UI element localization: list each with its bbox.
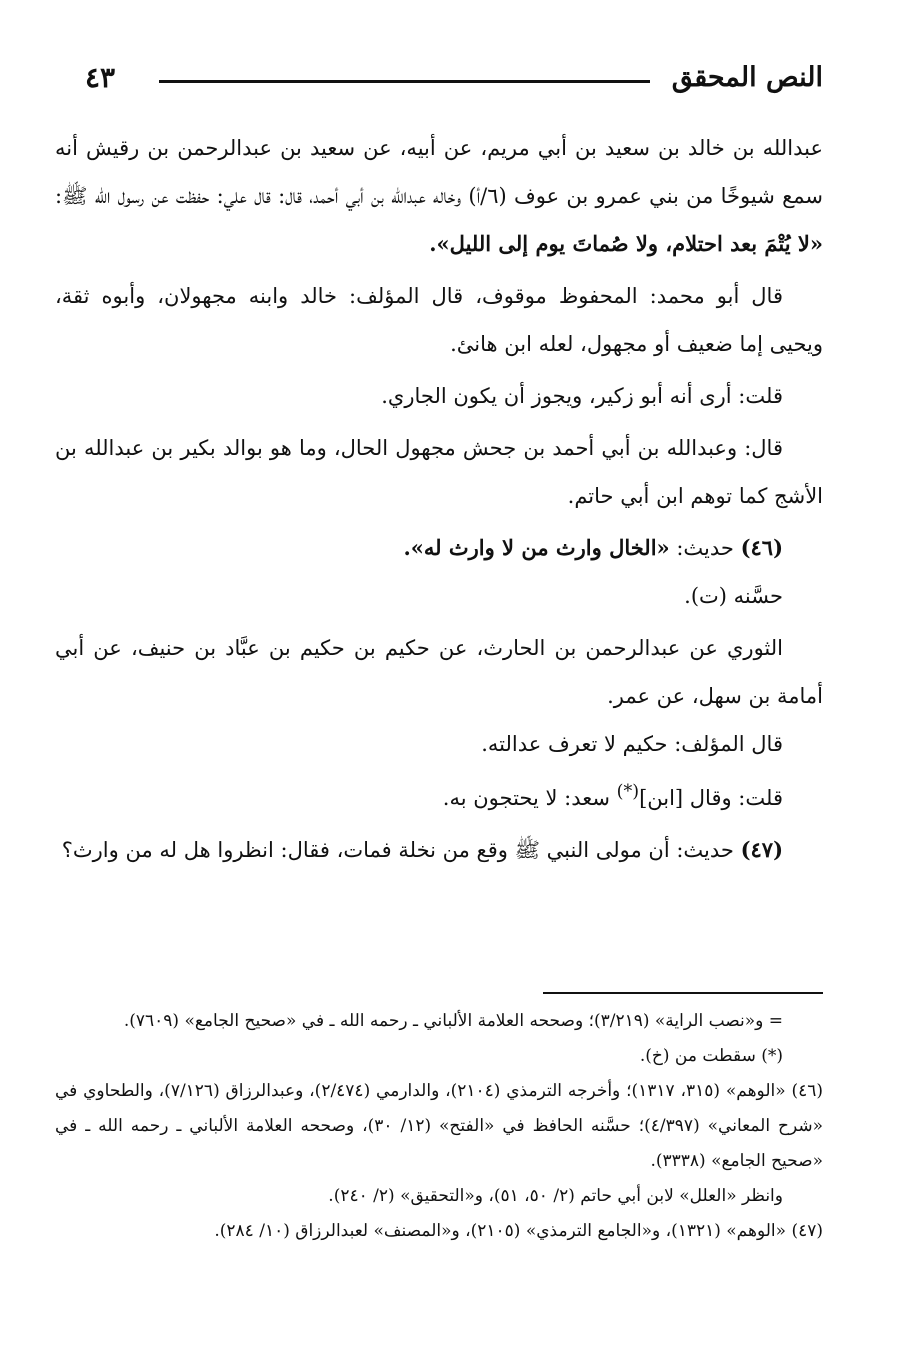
hadith-46-heading: (٤٦) حديث: «الخال وارث من لا وارث له». [403,535,783,560]
hadith-quote: «لا يُتْمَ بعد احتلام، ولا صُماتَ يوم إلى الليل». [429,231,823,256]
header-rule [159,80,650,83]
paragraph-5: حسَّنه (ت). [684,584,783,608]
hadith-number: (٤٧) [740,837,783,862]
main-text [55,124,823,874]
paragraph-4: قال: وعبدالله بن أبي أحمد بن جحش مجهول الحال، وما هو بوالد بكير بن عبدالله بن الأشج كما توهم ابن أبي حاتم. [55,436,823,508]
footnote-marker: (*) [616,782,640,802]
hadith-text: «الخال وارث من لا وارث له». [403,535,670,560]
hadith-47-heading: (٤٧) حديث: أن مولى النبي ﷺ وقع من نخلة فمات، فقال: انظروا هل له من وارث؟ [61,837,783,862]
footnote-star: (*) سقطت من (خ). [639,1046,783,1066]
footnote-continued: = و«نصب الراية» (٣/٢١٩)؛ وصححه العلامة الألباني ـ رحمه الله ـ في «صحيح الجامع» (٧٦٠٩). [123,1011,783,1031]
footnote-46-see-also: وانظر «العلل» لابن أبي حاتم (٢/ ٥٠، ٥١)، و«التحقيق» (٢/ ٢٤٠). [328,1186,783,1206]
page-header [55,52,823,102]
paragraph-7: قال المؤلف: حكيم لا تعرف عدالته. [481,732,783,756]
hadith-number: (٤٦) [740,535,783,560]
footnotes [55,1004,823,1249]
footnote-46: (٤٦) «الوهم» (٣١٥، ١٣١٧)؛ وأخرجه الترمذي (٢١٠٤)، والدارمي (٢/٤٧٤)، وعبدالرزاق (٧/١٢٦)، والطحاوي في «شرح المعاني» (٤/٣٩٧)؛ حسَّنه الحافظ في «الفتح» (١٢/ ٣٠)، وصححه العلامة الألباني ـ رحمه الله ـ في «صحيح الجامع» (٣٣٣٨). [55,1081,824,1171]
page-number: ٤٣ [84,60,116,94]
footnote-47: (٤٧) «الوهم» (١٣٢١)، و«الجامع الترمذي» (٢١٠٥)، و«المصنف» لعبدالرزاق (١٠/ ٢٨٤). [214,1221,823,1241]
running-title: النص المحقق [671,61,823,93]
paragraph-6: الثوري عن عبدالرحمن بن الحارث، عن حكيم بن حكيم بن عبَّاد بن حنيف، عن أبي أمامة بن سهل، عن عمر. [55,636,823,708]
paragraph-8: قلت: وقال [ابن](*) سعد: لا يحتجون به. [442,782,783,810]
paragraph-3: قلت: أرى أنه أبو زكير، ويجوز أن يكون الجاري. [381,384,783,408]
paragraph-2: قال أبو محمد: المحفوظ موقوف، قال المؤلف: خالد وابنه مجهولان، وأبوه ثقة، ويحيى إما ضعيف أو مجهول، لعله ابن هانئ. [55,284,823,356]
footnote-separator [543,992,823,994]
paragraph-1: عبدالله بن خالد بن سعيد بن أبي مريم، عن أبيه، عن سعيد بن عبدالرحمن بن رقيش أنه سمع شيوخًا من بني عمرو بن عوف (٦/أ) وخاله عبدالله بن أبي أحمد، قال: قال علي: حفظت عن رسول الله ﷺ: «لا يُتْمَ بعد احتلام، ولا صُماتَ يوم إلى الليل». [55,136,823,256]
